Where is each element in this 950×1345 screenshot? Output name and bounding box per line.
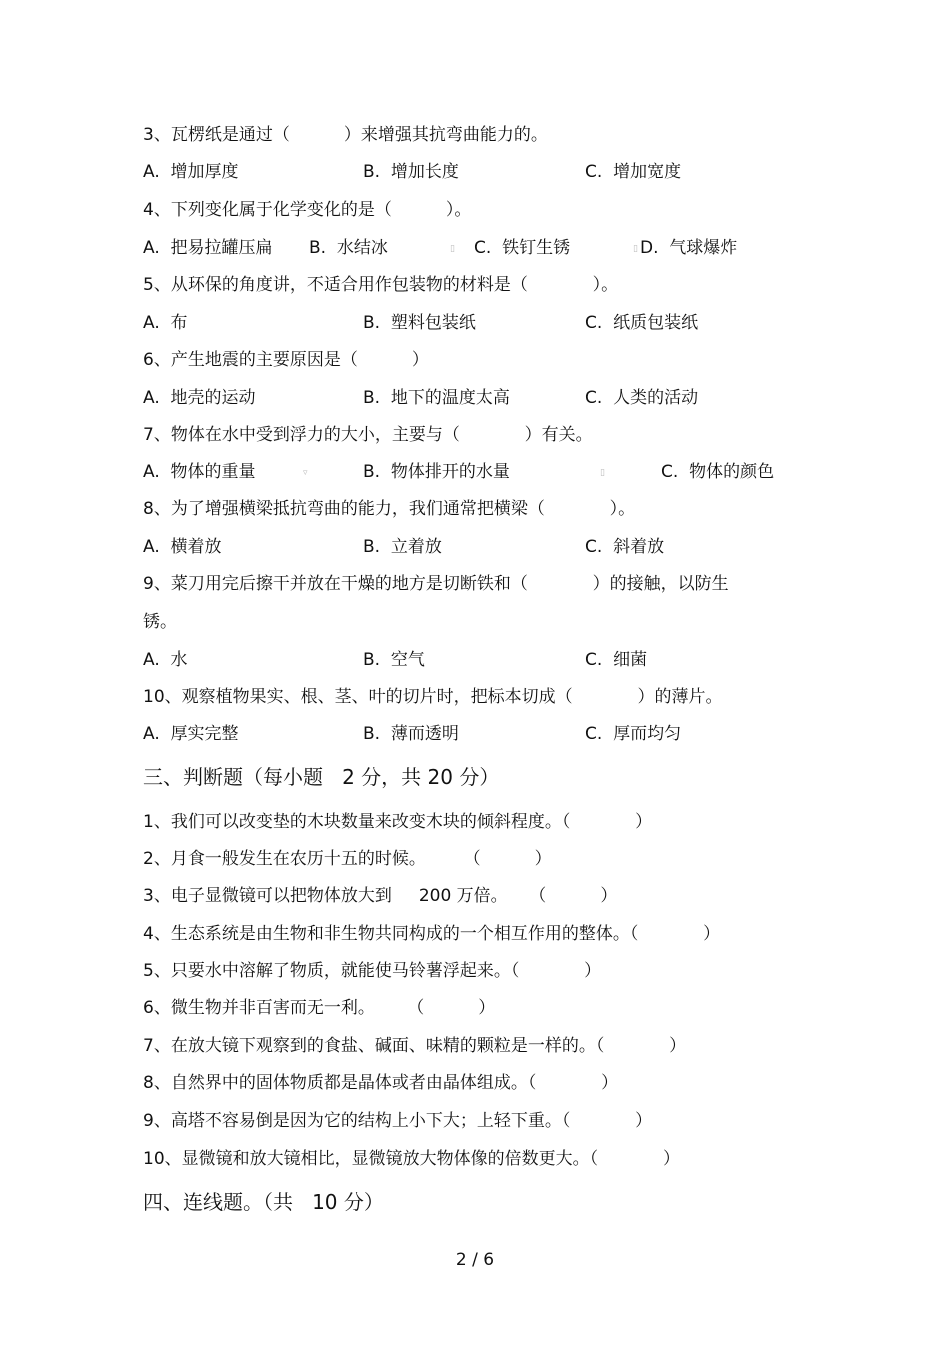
question-3: 3、瓦楞纸是通过（ ）来增强其抗弯曲能力的。 bbox=[143, 125, 548, 145]
section-heading: 三、判断题（每小题 2 分，共 20 分） bbox=[143, 765, 500, 789]
option-a: A. 水 bbox=[143, 650, 188, 670]
stray-mark: ▯ bbox=[633, 244, 638, 254]
option-c: C. 铁钉生锈 bbox=[474, 238, 571, 258]
judgement-question: 7、在放大镜下观察到的食盐、碱面、味精的颗粒是一样的。（ ） bbox=[143, 1036, 687, 1056]
question-9-continuation: 锈。 bbox=[143, 612, 177, 632]
judgement-question: 1、我们可以改变垫的木块数量来改变木块的倾斜程度。（ ） bbox=[143, 812, 653, 832]
option-a: A. 物体的重量 bbox=[143, 462, 256, 482]
question-6: 6、产生地震的主要原因是（ ） bbox=[143, 350, 429, 370]
option-b: B. 薄而透明 bbox=[363, 724, 459, 744]
option-b: B. 地下的温度太高 bbox=[363, 388, 510, 408]
option-a: A. 把易拉罐压扁 bbox=[143, 238, 273, 258]
stray-mark: ▯ bbox=[450, 244, 455, 254]
option-a: A. 横着放 bbox=[143, 537, 222, 557]
judgement-question: 4、生态系统是由生物和非生物共同构成的一个相互作用的整体。（ ） bbox=[143, 924, 721, 944]
option-b: B. 塑料包装纸 bbox=[363, 313, 476, 333]
option-c: C. 人类的活动 bbox=[585, 388, 699, 408]
option-a: A. 布 bbox=[143, 313, 188, 333]
question-7: 7、物体在水中受到浮力的大小，主要与（ ）有关。 bbox=[143, 425, 593, 445]
stray-mark: ▯ bbox=[600, 468, 605, 478]
option-c: C. 纸质包装纸 bbox=[585, 313, 699, 333]
judgement-question: 5、只要水中溶解了物质，就能使马铃薯浮起来。（ ） bbox=[143, 961, 602, 981]
option-b: B. 水结冰 bbox=[309, 238, 388, 258]
judgement-question: 3、电子显微镜可以把物体放大到 200 万倍。 （ ） bbox=[143, 886, 618, 906]
option-c: C. 细菌 bbox=[585, 650, 648, 670]
judgement-question: 9、高塔不容易倒是因为它的结构上小下大；上轻下重。（ ） bbox=[143, 1111, 653, 1131]
judgement-question: 2、月食一般发生在农历十五的时候。 （ ） bbox=[143, 849, 552, 869]
option-b: B. 空气 bbox=[363, 650, 425, 670]
question-5: 5、从环保的角度讲，不适合用作包装物的材料是（ ）。 bbox=[143, 275, 619, 295]
option-b: B. 增加长度 bbox=[363, 162, 459, 182]
judgement-question: 8、自然界中的固体物质都是晶体或者由晶体组成。（ ） bbox=[143, 1073, 619, 1093]
option-b: B. 立着放 bbox=[363, 537, 442, 557]
stray-mark: ▿ bbox=[303, 468, 308, 478]
option-c: C. 厚而均匀 bbox=[585, 724, 682, 744]
question-4: 4、下列变化属于化学变化的是（ ）。 bbox=[143, 200, 472, 220]
option-a: A. 增加厚度 bbox=[143, 162, 239, 182]
option-d: D. 气球爆炸 bbox=[640, 238, 738, 258]
judgement-question: 10、显微镜和放大镜相比，显微镜放大物体像的倍数更大。（ ） bbox=[143, 1149, 680, 1169]
option-a: A. 地壳的运动 bbox=[143, 388, 256, 408]
judgement-question: 6、微生物并非百害而无一利。 （ ） bbox=[143, 998, 496, 1018]
question-10: 10、观察植物果实、根、茎、叶的切片时，把标本切成（ ）的薄片。 bbox=[143, 687, 723, 707]
option-a: A. 厚实完整 bbox=[143, 724, 239, 744]
page-number: 2 / 6 bbox=[455, 1250, 495, 1270]
option-c: C. 物体的颜色 bbox=[661, 462, 775, 482]
section-heading: 四、连线题。（共 10 分） bbox=[143, 1190, 384, 1214]
option-c: C. 增加宽度 bbox=[585, 162, 682, 182]
option-c: C. 斜着放 bbox=[585, 537, 665, 557]
option-b: B. 物体排开的水量 bbox=[363, 462, 510, 482]
question-9: 9、菜刀用完后擦干并放在干燥的地方是切断铁和（ ）的接触，以防生 bbox=[143, 574, 729, 594]
question-8: 8、为了增强横梁抵抗弯曲的能力，我们通常把横梁（ ）。 bbox=[143, 499, 636, 519]
